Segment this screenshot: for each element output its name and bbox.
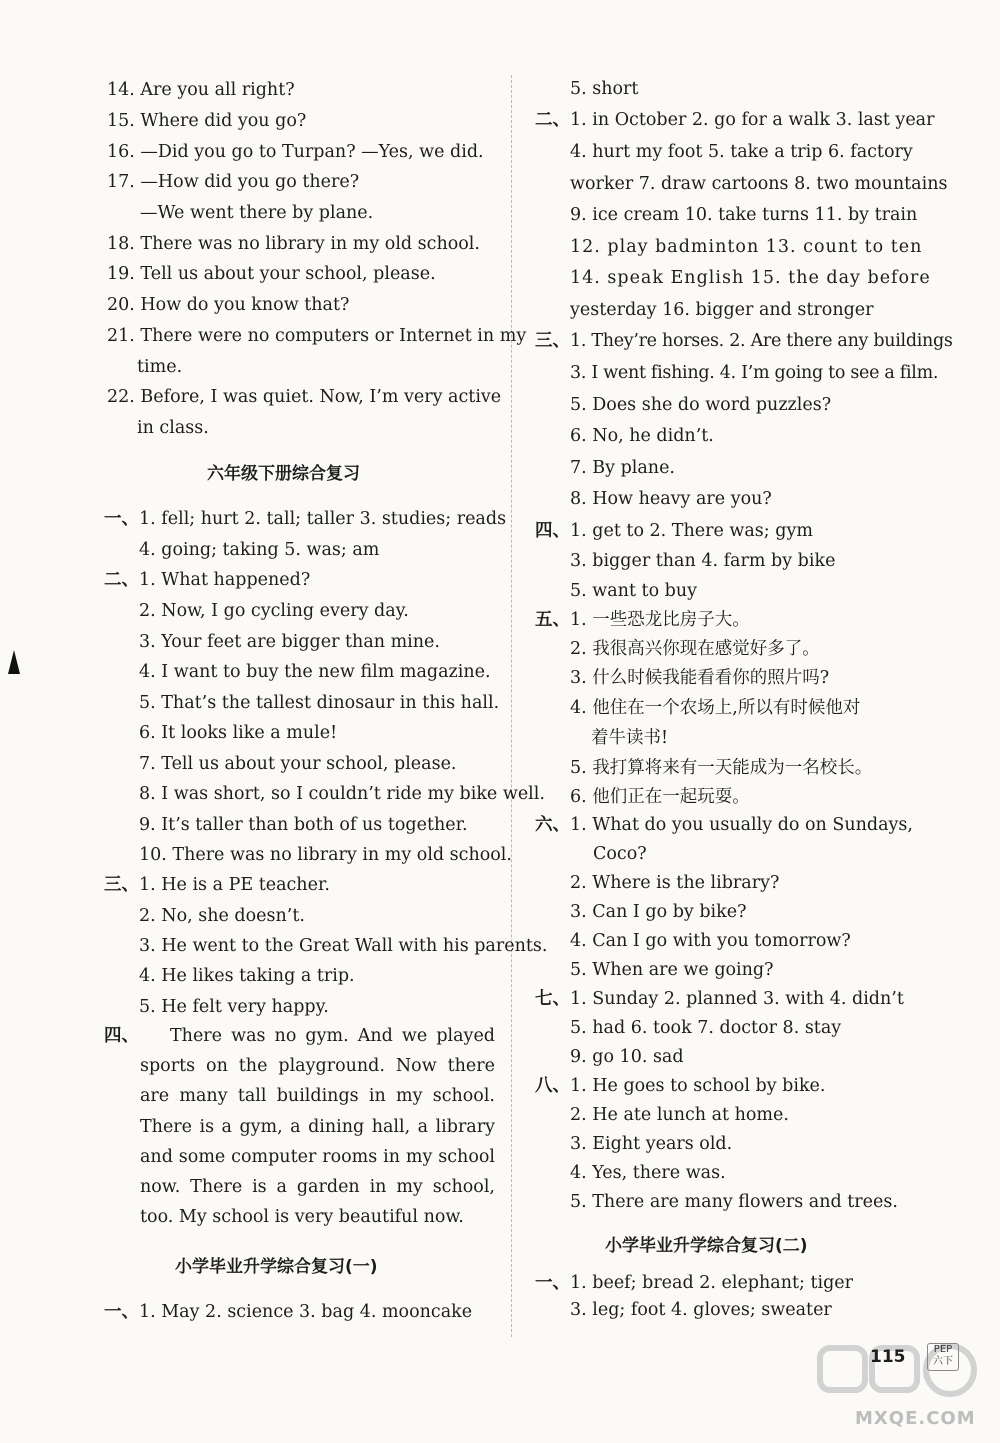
watermark-text: MXQE.COM (855, 1408, 976, 1429)
answer-line: 21. There were no computers or Internet in my (107, 326, 527, 346)
answer-line: 1. get to 2. There was; gym (570, 521, 813, 541)
answer-line: worker 7. draw cartoons 8. two mountains (570, 174, 948, 194)
section-marker: 二、 (104, 570, 139, 590)
edition-badge-bottom: 六下 (933, 1356, 953, 1367)
answer-line: 2. Now, I go cycling every day. (139, 601, 409, 621)
answer-line: 1. May 2. science 3. bag 4. mooncake (139, 1302, 473, 1322)
answer-line: 3. He went to the Great Wall with his parents. (139, 936, 548, 956)
answer-line: 5. want to buy (570, 581, 698, 601)
answer-line: 1. 一些恐龙比房子大。 (570, 610, 750, 630)
answer-line: 1. They’re horses. 2. Are there any buildings (570, 331, 953, 351)
section-marker: 二、 (535, 110, 570, 130)
answer-line: 7. Tell us about your school, please. (139, 754, 457, 774)
answer-line: 4. going; taking 5. was; am (139, 540, 380, 560)
section-heading: 小学毕业升学综合复习(二) (605, 1236, 808, 1256)
section-marker: 六、 (535, 815, 570, 835)
answer-line: 1. fell; hurt 2. tall; taller 3. studies; reads (139, 509, 507, 529)
section-heading: 小学毕业升学综合复习(一) (175, 1257, 378, 1277)
answer-line: 1. He is a PE teacher. (139, 875, 330, 895)
answer-line: 4. hurt my foot 5. take a trip 6. factory (570, 142, 913, 162)
answer-line: 6. No, he didn’t. (570, 426, 714, 446)
answer-line: 14. speak English 15. the day before (570, 268, 931, 288)
answer-line: 22. Before, I was quiet. Now, I’m very active (107, 387, 502, 407)
answer-line: 14. Are you all right? (107, 80, 295, 100)
column-divider (511, 75, 512, 1337)
answer-line: 9. ice cream 10. take turns 11. by train (570, 205, 918, 225)
answer-line: 5. That’s the tallest dinosaur in this hall. (139, 693, 500, 713)
answer-line: 1. Sunday 2. planned 3. with 4. didn’t (570, 989, 904, 1009)
answer-line: 2. No, she doesn’t. (139, 906, 305, 926)
section-marker: 三、 (104, 875, 139, 895)
answer-line: 10. There was no library in my old school. (139, 845, 512, 865)
answer-line: in class. (137, 418, 209, 438)
answer-line: 8. I was short, so I couldn’t ride my bike well. (139, 784, 545, 804)
answer-line: Coco? (593, 844, 647, 864)
answer-line: 1. beef; bread 2. elephant; tiger (570, 1273, 854, 1293)
section-marker: 四、 (104, 1026, 139, 1046)
section-marker: 一、 (104, 1302, 139, 1322)
answer-line: time. (137, 357, 183, 377)
answer-line: 3. 什么时候我能看看你的照片吗? (570, 668, 830, 688)
answer-line: 1. What do you usually do on Sundays, (570, 815, 913, 835)
answer-line: 12. play badminton 13. count to ten (570, 237, 923, 257)
answer-line: 1. What happened? (139, 570, 311, 590)
answer-line: 4. He likes taking a trip. (139, 966, 355, 986)
answer-line: 5. short (570, 79, 639, 99)
page-number: 115 (870, 1347, 906, 1367)
answer-line: 4. 他住在一个农场上,所以有时候他对 (570, 698, 861, 718)
answer-line: 9. It’s taller than both of us together. (139, 815, 468, 835)
answer-line: 3. Eight years old. (570, 1134, 733, 1154)
answer-line: 2. He ate lunch at home. (570, 1105, 789, 1125)
section-marker: 五、 (535, 610, 570, 630)
answer-line: 2. 我很高兴你现在感觉好多了。 (570, 639, 820, 659)
answer-line: 19. Tell us about your school, please. (107, 264, 436, 284)
answer-line: 6. 他们正在一起玩耍。 (570, 787, 750, 807)
edition-badge-top: PEP (933, 1344, 953, 1355)
section-marker: 七、 (535, 989, 570, 1009)
section-heading: 六年级下册综合复习 (207, 464, 360, 484)
answer-line: 2. Where is the library? (570, 873, 780, 893)
answer-line: 3. I went fishing. 4. I’m going to see a film. (570, 363, 939, 383)
answer-line: yesterday 16. bigger and stronger (570, 300, 874, 320)
section-marker: 四、 (535, 521, 570, 541)
answer-line: 20. How do you know that? (107, 295, 350, 315)
answer-line: 5. Does she do word puzzles? (570, 395, 832, 415)
answer-line: 着牛读书! (591, 728, 669, 748)
answer-line: 15. Where did you go? (107, 111, 307, 131)
answer-line: 17. —How did you go there? (107, 172, 360, 192)
answer-line: 18. There was no library in my old school. (107, 234, 480, 254)
answer-line: 4. Yes, there was. (570, 1163, 726, 1183)
answer-line: 3. leg; foot 4. gloves; sweater (570, 1300, 832, 1320)
answer-line: 1. He goes to school by bike. (570, 1076, 826, 1096)
answer-line: 4. I want to buy the new film magazine. (139, 662, 491, 682)
answer-line: 8. How heavy are you? (570, 489, 772, 509)
answer-line: 7. By plane. (570, 458, 675, 478)
answer-line: 3. Your feet are bigger than mine. (139, 632, 440, 652)
section-marker: 一、 (104, 509, 139, 529)
section-marker: 三、 (535, 331, 570, 351)
answer-paragraph: There was no gym. And we played sports on the playground. Now there are many tall buildings in my school. There is a gym, a dining hall, a library and some computer rooms in my school now. There is a garden in my school, too. My school is very beautiful now. (140, 1026, 495, 1228)
answer-line: 5. 我打算将来有一天能成为一名校长。 (570, 758, 873, 778)
answer-line: 5. He felt very happy. (139, 997, 329, 1017)
answer-line: 5. There are many flowers and trees. (570, 1192, 898, 1212)
answer-line: —We went there by plane. (140, 203, 374, 223)
answer-line: 9. go 10. sad (570, 1047, 684, 1067)
answer-line: 3. Can I go by bike? (570, 902, 747, 922)
answer-line: 3. bigger than 4. farm by bike (570, 551, 836, 571)
answer-line: 16. —Did you go to Turpan? —Yes, we did. (107, 142, 484, 162)
edition-badge (927, 1343, 959, 1371)
answer-line: 5. When are we going? (570, 960, 774, 980)
answer-line: 4. Can I go with you tomorrow? (570, 931, 851, 951)
section-marker: 一、 (535, 1273, 570, 1293)
answer-line: 6. It looks like a mule! (139, 723, 338, 743)
answer-line: 1. in October 2. go for a walk 3. last year (570, 110, 935, 130)
section-marker: 八、 (535, 1076, 570, 1096)
page-edge-mark (8, 650, 20, 674)
answer-line: 5. had 6. took 7. doctor 8. stay (570, 1018, 842, 1038)
